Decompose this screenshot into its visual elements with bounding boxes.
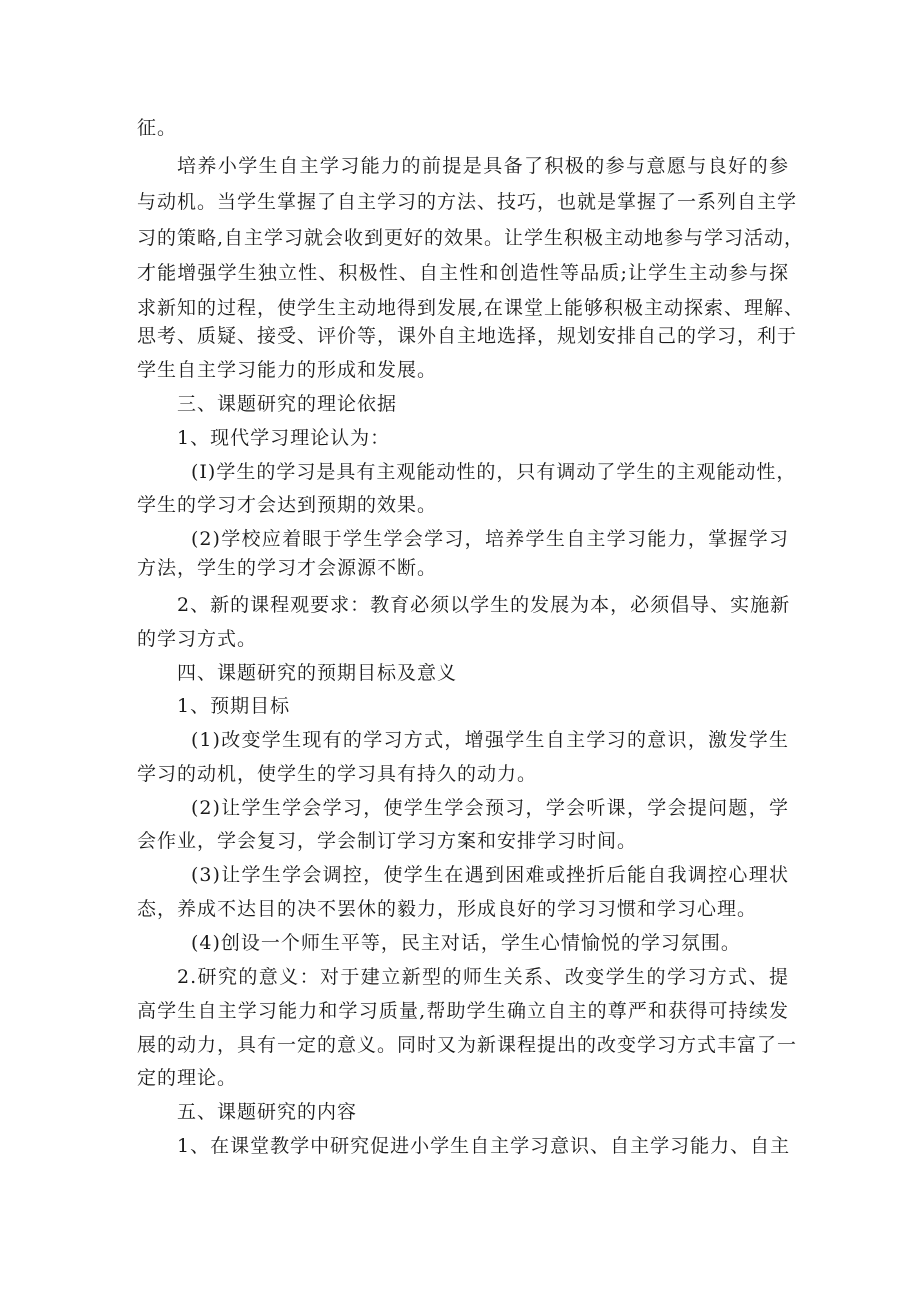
text-line: (I)学生的学习是具有主观能动性的，只有调动了学生的主观能动性，: [191, 461, 797, 483]
text-line: 会作业，学会复习，学会制订学习方案和安排学习时间。: [137, 830, 638, 852]
text-line: 习的策略,自主学习就会收到更好的效果。让学生积极主动地参与学习活动，: [137, 227, 805, 249]
text-line: 1、在课堂教学中研究促进小学生自主学习意识、自主学习能力、自主: [177, 1135, 791, 1157]
text-line: 学生的学习才会达到预期的效果。: [137, 494, 438, 516]
text-line: 2.研究的意义：对于建立新型的师生关系、改变学生的学习方式、提: [177, 966, 789, 988]
text-line: 态，养成不达目的决不罢休的毅力，形成良好的学习习惯和学习心理。: [137, 898, 758, 920]
section-heading: 四、课题研究的预期目标及意义: [177, 662, 458, 684]
text-line: (2)让学生学会学习，使学生学会预习，学会听课，学会提问题，学: [191, 797, 789, 819]
text-line: 高学生自主学习能力和学习质量,帮助学生确立自主的尊严和获得可持续发: [137, 1000, 789, 1022]
section-heading: 五、课题研究的内容: [177, 1101, 358, 1123]
text-line: (2)学校应着眼于学生学会学习，培养学生自主学习能力，掌握学习: [191, 528, 789, 550]
text-line: 征。: [137, 117, 178, 139]
text-line: 定的理论。: [137, 1067, 238, 1089]
text-line: 学习的动机，使学生的学习具有持久的动力。: [137, 763, 538, 785]
section-heading: 三、课题研究的理论依据: [177, 393, 398, 415]
text-line: 求新知的过程，使学生主动地得到发展,在课堂上能够积极主动探索、理解、: [137, 297, 805, 319]
text-line: 才能增强学生独立性、积极性、自主性和创造性等品质;让学生主动参与探: [137, 262, 789, 284]
text-line: 方法，学生的学习才会源源不断。: [137, 557, 438, 579]
text-line: 学生自主学习能力的形成和发展。: [137, 359, 438, 381]
text-line: 思考、质疑、接受、评价等，课外自主地选择，规划安排自己的学习，利于: [137, 325, 798, 347]
text-line: 2、新的课程观要求：教育必须以学生的发展为本，必须倡导、实施新: [177, 594, 791, 616]
subsection-heading: 1、现代学习理论认为：: [177, 427, 391, 449]
text-line: 展的动力，具有一定的意义。同时又为新课程提出的改变学习方式丰富了一: [137, 1034, 798, 1056]
text-line: 培养小学生自主学习能力的前提是具备了积极的参与意愿与良好的参: [177, 155, 789, 177]
subsection-heading: 1、预期目标: [177, 695, 291, 717]
text-line: (4)创设一个师生平等，民主对话，学生心情愉悦的学习氛围。: [191, 932, 741, 954]
text-line: (1)改变学生现有的学习方式，增强学生自主学习的意识，激发学生: [191, 729, 789, 751]
text-line: 的学习方式。: [137, 628, 258, 650]
text-line: (3)让学生学会调控，使学生在遇到困难或挫折后能自我调控心理状: [191, 864, 789, 886]
text-line: 与动机。当学生掌握了自主学习的方法、技巧，也就是掌握了一系列自主学: [137, 191, 798, 213]
